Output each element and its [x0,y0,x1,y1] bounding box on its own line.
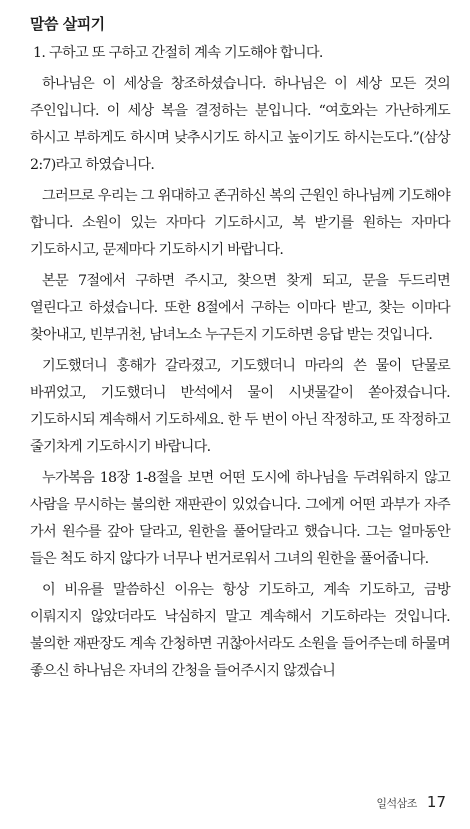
paragraph-heading: 1. 구하고 또 구하고 간절히 계속 기도해야 합니다. [33,45,323,61]
paragraph: 기도했더니 홍해가 갈라졌고, 기도했더니 마라의 쓴 물이 단물로 바뀌었고, 기도했더니 반석에서 물이 시냇물같이 쏟아졌습니다. 기도하시되 계속해서 기도하세요. 한 두 번이 아닌 작정하고, 또 작정하고 줄기차게 기도하시기 바랍니다. [30,358,450,455]
paragraph: 이 비유를 말씀하신 이유는 항상 기도하고, 계속 기도하고, 금방 이뤄지지 않았더라도 낙심하지 말고 계속해서 기도하라는 것입니다. 불의한 재판장도 계속 간청하면 귀찮아서라도 소원을 들어주는데 하물며 좋으신 하나님은 자녀의 간청을 들어주시지 않겠습니 [30,582,450,679]
paragraph: 하나님은 이 세상을 창조하셨습니다. 하나님은 이 세상 모든 것의 주인입니다. 이 세상 복을 결정하는 분입니다. “여호와는 가난하게도 하시고 부하게도 하시며 낮추시기도 하시고 높이기도 하시는도다.”(삼상 2:7)라고 하였습니다. [30,76,450,173]
page-footer [376,793,446,811]
book-title: 일석삼조 [376,797,417,810]
page-body [30,14,450,685]
paragraph: 본문 7절에서 구하면 주시고, 찾으면 찾게 되고, 문을 두드리면 열린다고 하셨습니다. 또한 8절에서 구하는 이마다 받고, 찾는 이마다 찾아내고, 빈부귀천, 남녀노소 누구든지 기도하면 응답 받는 것입니다. [30,273,450,343]
page-number: 17 [426,793,446,811]
paragraph: 누가복음 18장 1-8절을 보면 어떤 도시에 하나님을 두려워하지 않고 사람을 무시하는 불의한 재판관이 있었습니다. 그에게 어떤 과부가 자주 가서 원수를 갚아 달라고, 원한을 풀어달라고 했습니다. 그는 얼마동안 들은 척도 하지 않다가 너무나 번거로워서 그녀의 원한을 풀어줍니다. [30,470,450,567]
paragraph: 그러므로 우리는 그 위대하고 존귀하신 복의 근원인 하나님께 기도해야 합니다. 소원이 있는 자마다 기도하시고, 복 받기를 원하는 자마다 기도하시고, 문제마다 기도하시기 바랍니다. [30,188,450,258]
section-title: 말씀 살피기 [30,15,105,33]
